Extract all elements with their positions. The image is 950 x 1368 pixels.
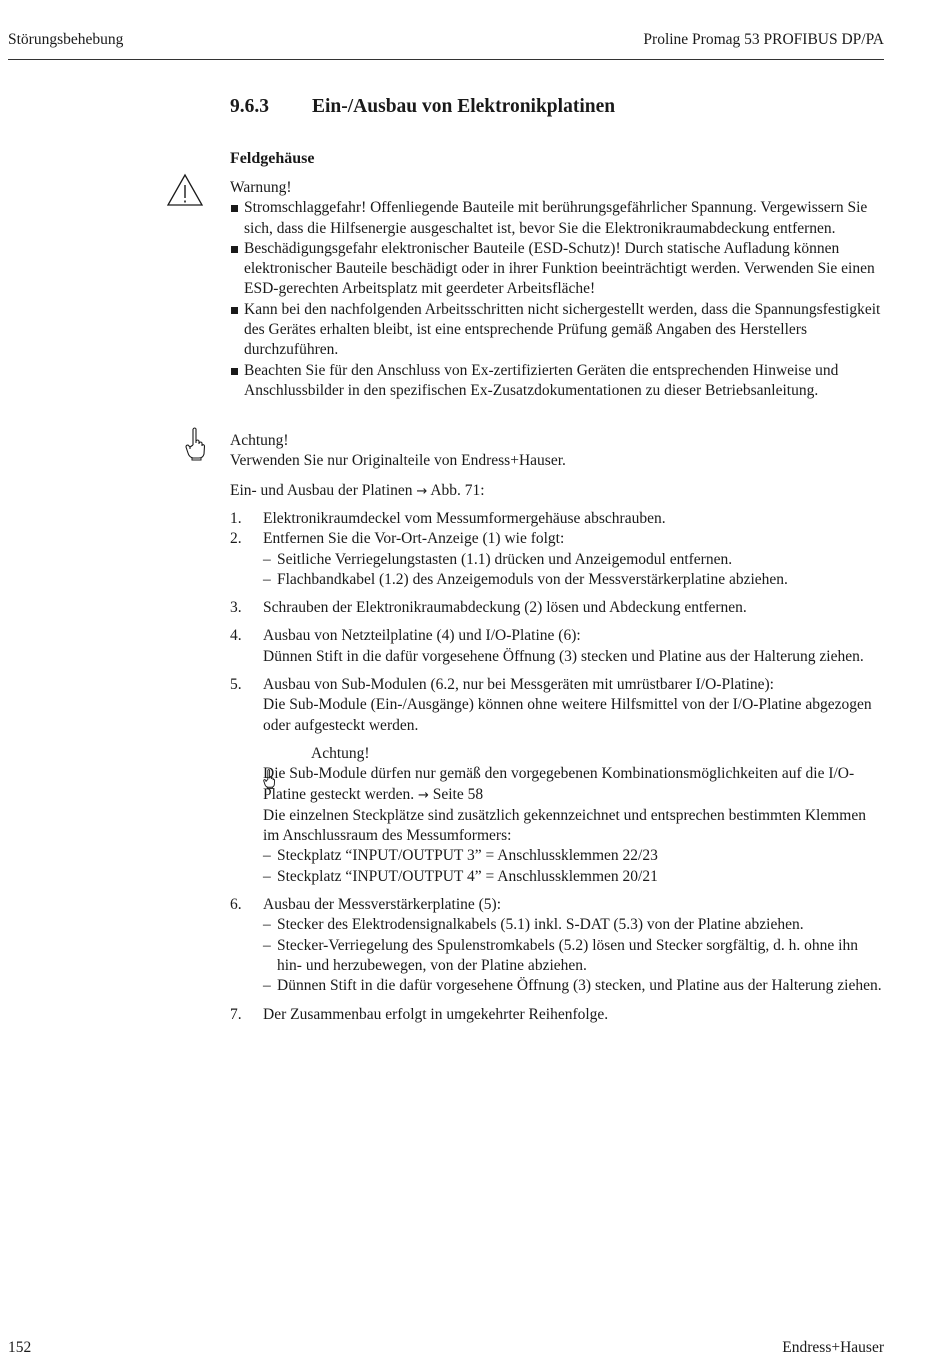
warning-item-text: Beachten Sie für den Anschluss von Ex-zertifizierten Geräten die entsprechenden Hinweise und Anschlussbilder in den spezifischen Ex-Zusatzdokumentationen zu dieser Betriebsanleitung. [244, 361, 839, 399]
step-number: 5. [230, 676, 242, 694]
dash-marker: – [263, 936, 271, 954]
dash-marker: – [263, 977, 271, 995]
step-number: 6. [230, 896, 242, 914]
arrow-right-icon: → [417, 787, 429, 803]
caution-block [230, 431, 885, 472]
note-text-main: Die Sub-Module dürfen nur gemäß den vorgegebenen Kombinationsmöglichkeiten auf die I/O-Platine gesteckt werden. [263, 765, 855, 803]
warning-item [230, 198, 885, 239]
warning-item [230, 300, 885, 361]
step-text: Elektronikraumdeckel vom Messumformergehäuse abschrauben. [263, 510, 666, 527]
section-number: 9.6.3 [230, 96, 269, 117]
step-text: Ausbau der Messverstärkerplatine (5): [263, 896, 502, 914]
dash-marker: – [263, 916, 271, 934]
pointing-hand-icon [184, 427, 206, 461]
warning-list [230, 198, 885, 401]
warning-item [230, 239, 885, 300]
slot-text: Steckplatz “INPUT/OUTPUT 4” = Anschlussklemmen 20/21 [277, 867, 658, 885]
step-number: 1. [230, 510, 242, 527]
arrow-right-icon: → [416, 484, 428, 499]
step-item [230, 626, 885, 667]
step-item [230, 1005, 885, 1025]
warning-item [230, 361, 885, 402]
footer-brand: Endress+Hauser [782, 1339, 884, 1356]
caution-title: Achtung! [230, 432, 289, 449]
substep-item [263, 915, 885, 935]
step-number: 4. [230, 627, 242, 645]
step-item [230, 509, 885, 529]
warning-title: Warnung! [230, 179, 292, 196]
note-text [263, 764, 885, 806]
substep-item [263, 976, 885, 996]
step-item [230, 529, 885, 590]
step-item [230, 895, 885, 996]
step-text: Entfernen Sie die Vor-Ort-Anzeige (1) wie folgt: [263, 530, 565, 548]
dash-marker: – [263, 550, 271, 568]
section-heading [230, 97, 615, 117]
step-number: 7. [230, 1005, 242, 1023]
figure-reference: Abb. 71: [430, 482, 485, 499]
step-number: 3. [230, 599, 242, 617]
dash-marker: – [263, 570, 271, 588]
running-header-right: Proline Promag 53 PROFIBUS DP/PA [643, 31, 884, 48]
step-text: Ausbau von Netzteilplatine (4) und I/O-Platine (6): [263, 627, 581, 645]
intro-text: Ein- und Ausbau der Platinen [230, 482, 413, 499]
substep-item [263, 936, 885, 977]
step-text: Schrauben der Elektronikraumabdeckung (2) lösen und Abdeckung entfernen. [263, 599, 747, 617]
bullet-square-icon [231, 246, 238, 253]
warning-block [230, 178, 885, 401]
section-title: Ein-/Ausbau von Elektronikplatinen [312, 96, 616, 117]
warning-triangle-icon [166, 173, 204, 207]
step-item [230, 675, 885, 887]
step-text: Ausbau von Sub-Modulen (6.2, nur bei Messgeräten mit umrüstbarer I/O-Platine): [263, 676, 774, 694]
substep-item [263, 550, 885, 570]
step-detail: Dünnen Stift in die dafür vorgesehene Öffnung (3) stecken und Platine aus der Halterung ziehen. [263, 647, 864, 665]
warning-item-text: Beschädigungsgefahr elektronischer Bauteile (ESD-Schutz)! Durch statische Aufladung können elektronischer Bauteile beschädigt oder in ihrer Funktion beeinträchtigt werden. Verwenden Sie einen ESD-gerechten Arbeitsplatz mit geerdeter Arbeitsfläche! [244, 239, 875, 298]
caution-text: Verwenden Sie nur Originalteile von Endress+Hauser. [230, 452, 566, 470]
bullet-square-icon [231, 307, 238, 314]
warning-item-text: Kann bei den nachfolgenden Arbeitsschritten nicht sichergestellt werden, dass die Spannungsfestigkeit des Gerätes erhalten bleibt, ist eine entsprechende Prüfung gemäß Angaben des Herstellers durchzuführen. [244, 300, 881, 359]
step-number: 2. [230, 530, 242, 548]
slot-item [263, 846, 885, 866]
bullet-square-icon [231, 205, 238, 212]
note-detail: Die einzelnen Steckplätze sind zusätzlich gekennzeichnet und entsprechen bestimmten Klemmen im Anschlussraum des Messumformers: [263, 806, 866, 845]
substep-text: Stecker-Verriegelung des Spulenstromkabels (5.2) lösen und Stecker sorgfältig, d. h. ohne ihn hin- und herzubewegen, von der Platine abziehen. [277, 936, 858, 974]
page-reference: Seite 58 [432, 785, 484, 803]
slot-item [263, 867, 885, 887]
procedure-intro [230, 481, 885, 502]
procedure-steps [230, 509, 885, 1025]
step-detail: Die Sub-Module (Ein-/Ausgänge) können ohne weitere Hilfsmittel von der I/O-Platine abgezogen oder aufgesteckt werden. [263, 696, 872, 734]
note-title: Achtung! [311, 744, 370, 762]
subsection-heading: Feldgehäuse [230, 150, 315, 167]
page-number: 152 [8, 1339, 32, 1356]
running-header-left: Störungsbehebung [8, 31, 124, 48]
slot-text: Steckplatz “INPUT/OUTPUT 3” = Anschlussklemmen 22/23 [277, 847, 658, 865]
warning-item-text: Stromschlaggefahr! Offenliegende Bauteile mit berührungsgefährlicher Spannung. Vergewissern Sie sich, dass die Hilfsenergie ausgeschaltet ist, bevor Sie die Elektronikraumabdeckung entfernen. [244, 199, 868, 237]
dash-marker: – [263, 847, 271, 865]
substep-text: Flachbandkabel (1.2) des Anzeigemoduls von der Messverstärkerplatine abziehen. [277, 570, 788, 588]
substep-text: Dünnen Stift in die dafür vorgesehene Öffnung (3) stecken, und Platine aus der Halterung ziehen. [277, 977, 882, 995]
substep-text: Stecker des Elektrodensignalkabels (5.1) inkl. S-DAT (5.3) von der Platine abziehen. [277, 916, 804, 934]
substep-text: Seitliche Verriegelungstasten (1.1) drücken und Anzeigemodul entfernen. [277, 550, 733, 568]
header-rule [8, 59, 884, 60]
step-item [230, 598, 885, 618]
bullet-square-icon [231, 368, 238, 375]
step-text: Der Zusammenbau erfolgt in umgekehrter Reihenfolge. [263, 1005, 609, 1023]
substep-item [263, 570, 885, 590]
step-note [263, 744, 885, 887]
dash-marker: – [263, 867, 271, 885]
